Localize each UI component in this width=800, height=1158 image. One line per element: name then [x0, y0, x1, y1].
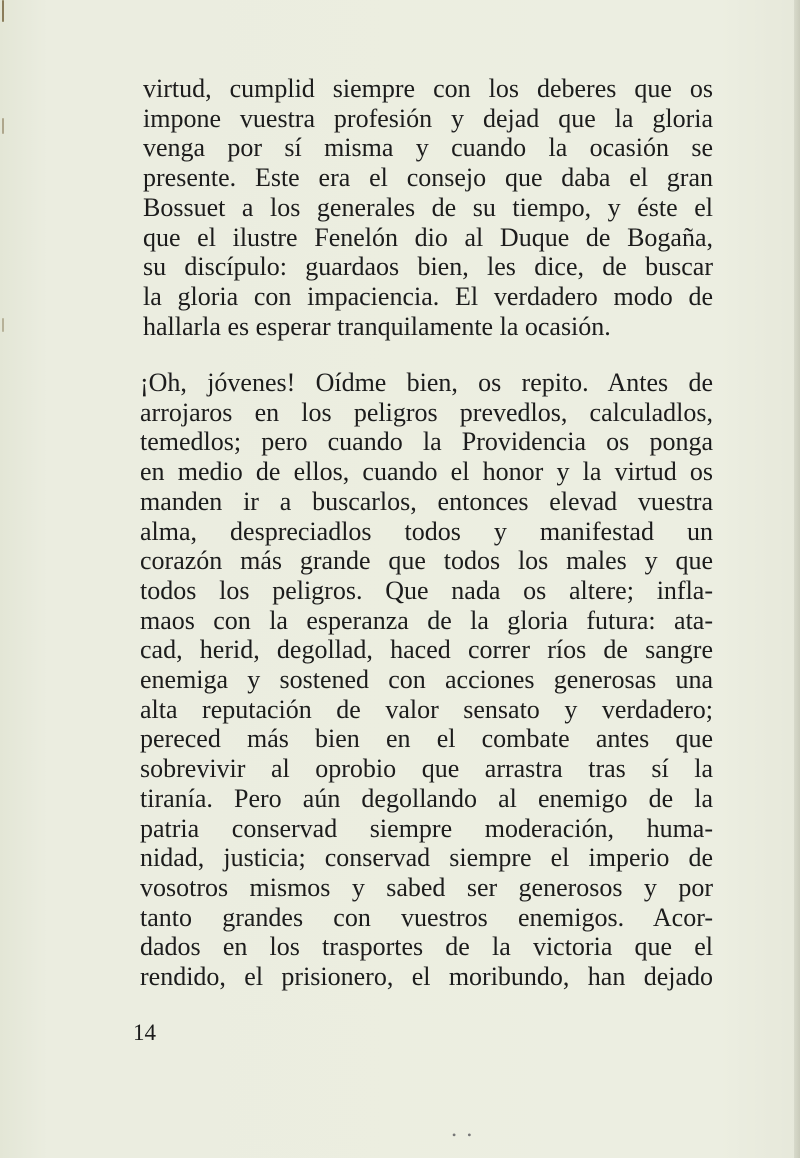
margin-mark [2, 118, 4, 134]
text-line: su discípulo: guardaos bien, les dice, de buscar [143, 252, 713, 282]
text-line: sobrevivir al oprobio que arrastra tras sí la [140, 754, 713, 784]
paragraph-2 [140, 368, 713, 992]
margin-mark [2, 0, 4, 22]
text-line: alma, despreciadlos todos y manifestad un [140, 516, 713, 546]
text-line: presente. Este era el consejo que daba el gran [143, 163, 713, 193]
page-edge-shadow [794, 0, 800, 1158]
text-line: maos con la esperanza de la gloria futura: ata- [140, 605, 713, 635]
text-line: la gloria con impaciencia. El verdadero modo de [143, 281, 713, 311]
text-line: corazón más grande que todos los males y que [140, 546, 713, 576]
text-line: manden ir a buscarlos, entonces elevad vuestra [140, 486, 713, 516]
text-line: rendido, el prisionero, el moribundo, han dejado [140, 962, 713, 992]
text-line: todos los peligros. Que nada os altere; infla- [140, 575, 713, 605]
text-line: venga por sí misma y cuando la ocasión se [143, 133, 713, 163]
text-line: tiranía. Pero aún degollando al enemigo de la [140, 783, 713, 813]
text-line: pereced más bien en el combate antes que [140, 724, 713, 754]
text-line: impone vuestra profesión y dejad que la gloria [143, 103, 713, 133]
text-line: ¡Oh, jóvenes! Oídme bien, os repito. Antes de [140, 368, 713, 397]
paragraph-1 [143, 74, 713, 341]
text-line: nidad, justicia; conservad siempre el imperio de [140, 843, 713, 873]
text-line: virtud, cumplid siempre con los deberes que os [143, 74, 713, 103]
text-line: temedlos; pero cuando la Providencia os ponga [140, 427, 713, 457]
page-number: 14 [133, 1020, 156, 1045]
text-line: patria conservad siempre moderación, huma- [140, 813, 713, 843]
text-line: Bossuet a los generales de su tiempo, y éste el [143, 192, 713, 222]
text-line: en medio de ellos, cuando el honor y la virtud os [140, 457, 713, 487]
text-line: vosotros mismos y sabed ser generosos y por [140, 872, 713, 902]
text-line: tanto grandes con vuestros enemigos. Acor- [140, 902, 713, 932]
scan-artifact-dots: • • [452, 1128, 476, 1142]
text-line: arrojaros en los peligros prevedlos, calculadlos, [140, 397, 713, 427]
text-line: dados en los trasportes de la victoria que el [140, 932, 713, 962]
text-line: que el ilustre Fenelón dio al Duque de Bogaña, [143, 222, 713, 252]
text-line: hallarla es esperar tranquilamente la ocasión. [143, 311, 611, 341]
margin-mark [2, 318, 4, 332]
text-line: cad, herid, degollad, haced correr ríos de sangre [140, 635, 713, 665]
text-line: enemiga y sostened con acciones generosas una [140, 665, 713, 695]
text-line: alta reputación de valor sensato y verdadero; [140, 694, 713, 724]
